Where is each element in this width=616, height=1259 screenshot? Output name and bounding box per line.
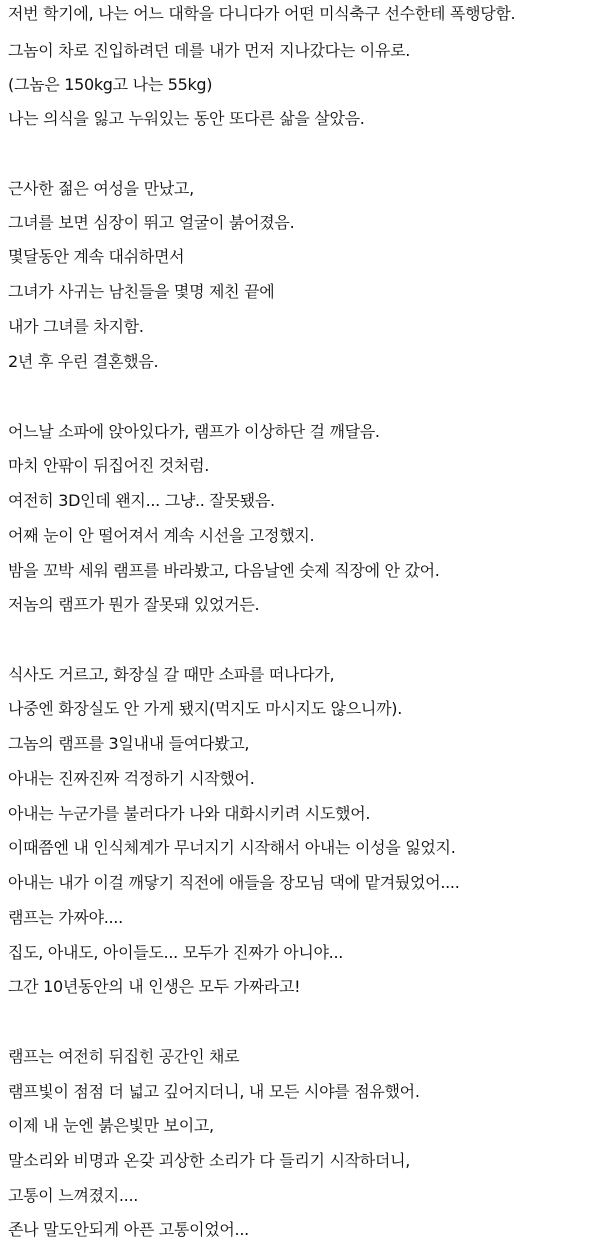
text-line: 아내는 내가 이걸 깨닿기 직전에 애들을 장모님 댁에 맡겨뒀었어....: [8, 873, 460, 892]
text-line: 마치 안팎이 뒤집어진 것처럼.: [8, 456, 210, 475]
text-line: 아내는 진짜진짜 걱정하기 시작했어.: [8, 769, 255, 788]
text-line: 고통이 느껴졌지....: [8, 1186, 139, 1205]
text-line: 식사도 거르고, 화장실 갈 때만 소파를 떠나다가,: [8, 665, 335, 684]
text-line: 존나 말도안되게 아픈 고통이었어...: [8, 1220, 249, 1239]
text-line: 이때쯤엔 내 인식체계가 무너지기 시작해서 아내는 이성을 잃었지.: [8, 838, 456, 857]
text-line: 어째 눈이 안 떨어져서 계속 시선을 고정했지.: [8, 526, 315, 545]
text-line: 2년 후 우린 결혼했음.: [8, 352, 159, 371]
text-line: 그놈이 차로 진입하려던 데를 내가 먼저 지나갔다는 이유로.: [8, 41, 411, 60]
text-line: 그놈의 램프를 3일내내 들여다봤고,: [8, 734, 250, 753]
text-line: 내가 그녀를 차지함.: [8, 317, 144, 336]
text-line: 나중엔 화장실도 안 가게 됐지(먹지도 마시지도 않으니까).: [8, 699, 402, 718]
text-line: 이제 내 눈엔 붉은빛만 보이고,: [8, 1116, 214, 1135]
text-line: 근사한 젊은 여성을 만났고,: [8, 179, 194, 198]
text-line: 램프는 여전히 뒤집힌 공간인 채로: [8, 1047, 240, 1066]
text-line: 어느날 소파에 앉아있다가, 램프가 이상하단 걸 깨달음.: [8, 422, 380, 441]
text-line: 밤을 꼬박 세워 램프를 바라봤고, 다음날엔 숫제 직장에 안 갔어.: [8, 561, 440, 580]
text-line: 그녀가 사귀는 남친들을 몇명 제친 끝에: [8, 282, 275, 301]
text-line: 몇달동안 계속 대쉬하면서: [8, 247, 185, 266]
text-line: 집도, 아내도, 아이들도... 모두가 진짜가 아니야...: [8, 943, 344, 962]
text-line: 여전히 3D인데 왠지... 그냥.. 잘못됐음.: [8, 491, 275, 510]
text-line: 램프는 가짜야....: [8, 908, 123, 927]
text-line: 저놈의 램프가 뭔가 잘못돼 있었거든.: [8, 595, 260, 614]
text-line: 저번 학기에, 나는 어느 대학을 다니다가 어떤 미식축구 선수한테 폭행당함.: [8, 4, 516, 23]
text-line: 램프빛이 점점 더 넓고 깊어지더니, 내 모든 시야를 점유했어.: [8, 1082, 420, 1101]
text-line: 그간 10년동안의 내 인생은 모두 가짜라고!: [8, 977, 301, 996]
text-line: 그녀를 보면 심장이 뛰고 얼굴이 붉어졌음.: [8, 213, 295, 232]
text-line: 말소리와 비명과 온갖 괴상한 소리가 다 들리기 시작하더니,: [8, 1151, 411, 1170]
text-line: (그놈은 150kg고 나는 55kg): [8, 75, 213, 94]
text-line: 나는 의식을 잃고 누워있는 동안 또다른 삶을 살았음.: [8, 109, 365, 128]
text-line: 아내는 누군가를 불러다가 나와 대화시키려 시도했어.: [8, 804, 371, 823]
